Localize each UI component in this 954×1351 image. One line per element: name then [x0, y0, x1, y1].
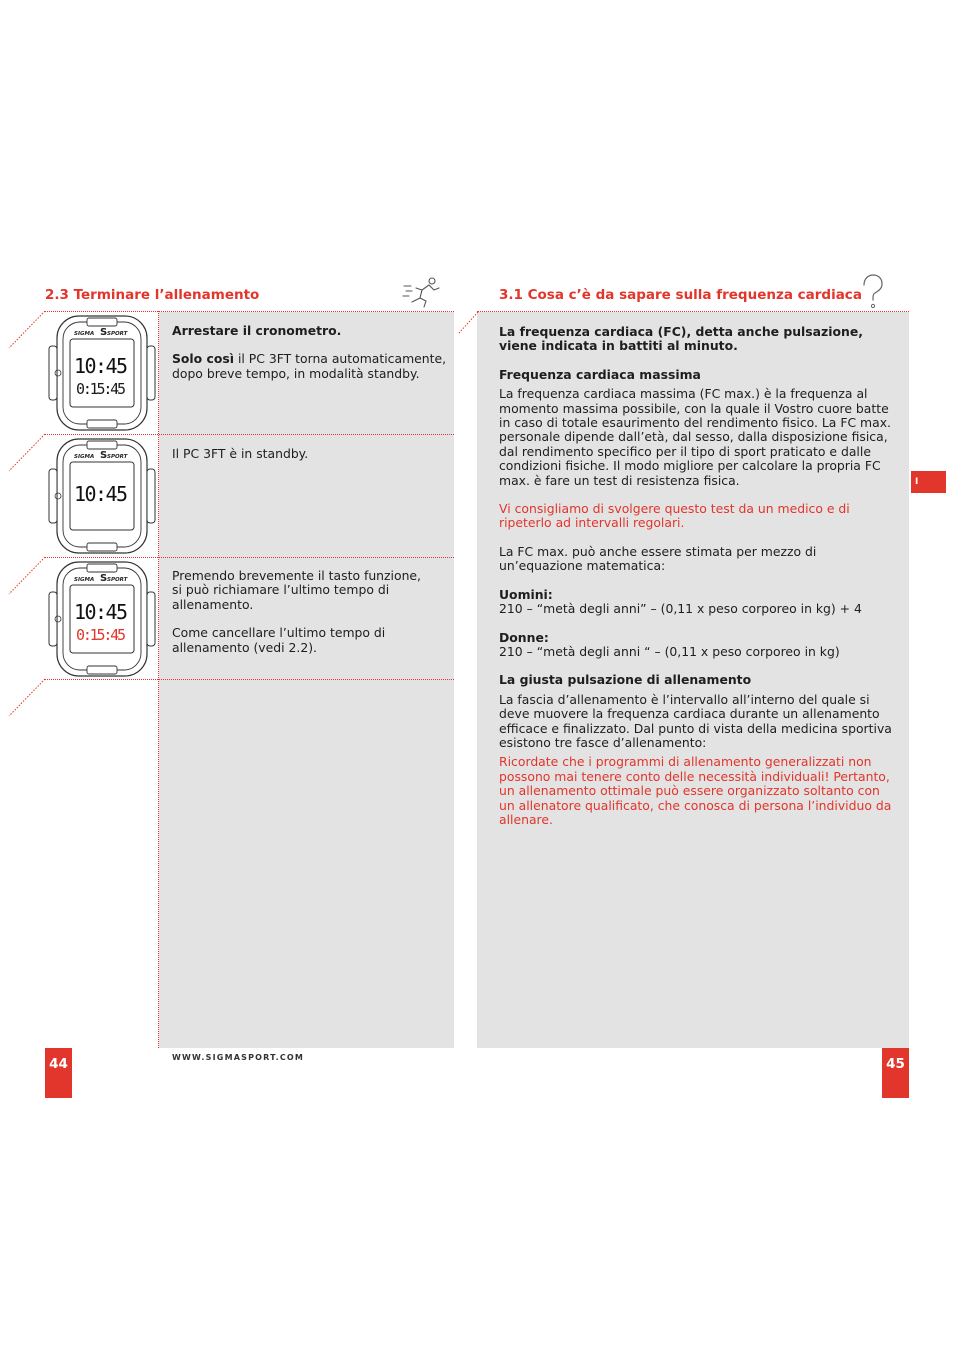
- right-body-text: [499, 325, 894, 827]
- watch-brand-right: SPORT: [107, 577, 128, 583]
- zone-title: La giusta pulsazione di allenamento: [499, 672, 752, 688]
- page-number-left: 44: [45, 1048, 72, 1098]
- step-3-line-2: Come cancellare l’ultimo tempo di allenamento (vedi 2.2).: [172, 625, 386, 655]
- page-number-right: 45: [882, 1048, 909, 1098]
- estimate-text: La FC max. può anche essere stimata per mezzo di un’equazione matematica:: [499, 543, 817, 574]
- step-3-text: [172, 569, 427, 655]
- watch-illustration: [47, 314, 157, 432]
- men-label: Uomini:: [499, 586, 553, 602]
- step-2-text: [172, 447, 447, 461]
- separator-rule: [477, 311, 909, 312]
- advice-text: Vi consigliamo di svolgere questo test da un medico e di ripeterlo ad intervalli regolari.: [499, 501, 850, 531]
- vertical-rule: [158, 311, 159, 1048]
- running-person-icon: [402, 276, 442, 312]
- left-content-panel: [159, 312, 454, 1048]
- men-formula: 210 – “metà degli anni” – (0,11 x peso corporeo in kg) + 4: [499, 601, 862, 617]
- watch-illustration: [47, 437, 157, 555]
- separator-rule: [45, 434, 454, 435]
- watch-brand-left: SIGMA: [74, 331, 95, 337]
- watch-stopwatch: 0:15:45: [76, 626, 126, 644]
- watch-time: 10:45: [74, 482, 128, 506]
- watch-brand-left: SIGMA: [74, 454, 95, 460]
- zone-text: La fascia d’allenamento è l’intervallo all’interno del quale si deve muovere la frequenza cardiaca durante un allenamento efficace e finalizzato. Dal punto di vista della medicina sportiva esistono tre fasce d’allenamento:: [499, 691, 892, 750]
- footer-url: WWW.SIGMASPORT.COM: [172, 1053, 305, 1062]
- watch-time: 10:45: [74, 354, 128, 378]
- watch-time: 10:45: [74, 600, 128, 624]
- watch-brand-right: SPORT: [107, 454, 128, 460]
- left-page-title: 2.3 Terminare l’allenamento: [45, 287, 260, 303]
- step-2-line: Il PC 3FT è in standby.: [172, 446, 309, 461]
- separator-rule: [45, 311, 454, 312]
- separator-rule: [45, 557, 454, 558]
- diagonal-marks: [458, 311, 480, 339]
- watch-stopwatch: 0:15:45: [76, 380, 126, 398]
- max-hr-title: Frequenza cardiaca massima: [499, 366, 701, 382]
- warning-text: Ricordate che i programmi di allenamento generalizzati non possono mai tenere conto delle necessità individuali! Pertanto, un allenamento ottimale può essere organizzato soltanto con un allenatore qualificato, che conosca di persona l’individuo da allenare.: [499, 754, 892, 827]
- svg-text:S: S: [100, 573, 108, 584]
- step-1-title: Arrestare il cronometro.: [172, 323, 342, 338]
- step-1-text: [172, 324, 447, 381]
- right-page-title: 3.1 Cosa c’è da sapare sulla frequenza cardiaca: [499, 287, 862, 303]
- question-mark-icon: [858, 274, 888, 314]
- women-label: Donne:: [499, 629, 549, 645]
- svg-text:S: S: [100, 450, 108, 461]
- max-hr-text: La frequenza cardiaca massima (FC max.) è la frequenza al momento massima possibile, con la quale il Vostro cuore batte in caso di totale esaurimento del rendimento fisico. La FC max. personale dipende dall’età, dal sesso, dalla disposizione fisica, dal rendimento specifico per il tipo di sport praticato e dalle condizioni fisiche. Il modo migliore per calcolare la propria FC max. è fare un test di resistenza fisica.: [499, 386, 891, 488]
- women-formula: 210 – “metà degli anni “ – (0,11 x peso corporeo in kg): [499, 643, 840, 659]
- watch-brand-right: SPORT: [107, 331, 128, 337]
- diagonal-marks: [8, 311, 48, 725]
- watch-illustration: [47, 560, 157, 678]
- step-1-bold: Solo così: [172, 351, 234, 367]
- language-tab: I: [911, 471, 946, 493]
- svg-text:S: S: [100, 327, 108, 338]
- step-1-rest: il PC 3FT torna automaticamente, dopo breve tempo, in modalità standby.: [172, 351, 447, 381]
- separator-rule: [45, 679, 454, 680]
- watch-brand-left: SIGMA: [74, 577, 95, 583]
- intro-bold: La frequenza cardiaca (FC), detta anche pulsazione, viene indicata in battiti al minuto.: [499, 324, 863, 354]
- step-3-line-1: Premendo brevemente il tasto funzione, si può richiamare l’ultimo tempo di allenamento.: [172, 568, 421, 612]
